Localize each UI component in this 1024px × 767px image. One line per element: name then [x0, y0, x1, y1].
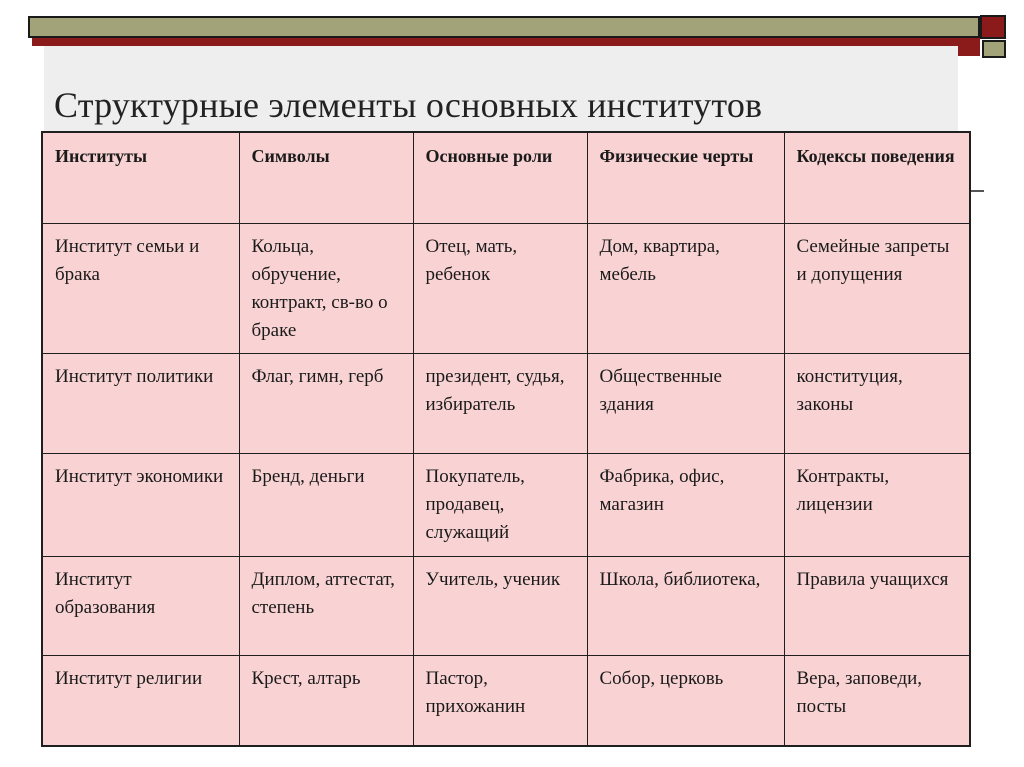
table-row [42, 655, 970, 746]
table-cell: Институт религии [42, 655, 239, 746]
table-cell: Вера, заповеди, посты [784, 655, 970, 746]
header-physical-traits: Физические черты [587, 132, 784, 223]
table-cell: Диплом, аттестат, степень [239, 556, 413, 655]
corner-square-red [980, 15, 1006, 39]
table-cell: Собор, церковь [587, 655, 784, 746]
header-bar [28, 16, 980, 38]
table-row [42, 453, 970, 556]
table-cell: президент, судья, избиратель [413, 353, 587, 453]
table-cell: Учитель, ученик [413, 556, 587, 655]
table-cell: Институт экономики [42, 453, 239, 556]
table-cell: Крест, алтарь [239, 655, 413, 746]
side-divider [970, 190, 984, 192]
table-cell: Отец, мать, ребенок [413, 223, 587, 353]
header-symbols: Символы [239, 132, 413, 223]
table-cell: Кольца, обручение, контракт, св-во о браке [239, 223, 413, 353]
header-main-roles: Основные роли [413, 132, 587, 223]
table-header-row [42, 132, 970, 223]
institutions-table [41, 131, 971, 747]
table-cell: Дом, квартира, мебель [587, 223, 784, 353]
table-cell: Фабрика, офис, магазин [587, 453, 784, 556]
corner-square-olive [982, 40, 1006, 58]
table-cell: Бренд, деньги [239, 453, 413, 556]
table-cell: Институт политики [42, 353, 239, 453]
table-row [42, 353, 970, 453]
table-cell: Институт образования [42, 556, 239, 655]
slide-title: Структурные элементы основных институтов [54, 85, 763, 125]
table-cell: Институт семьи и брака [42, 223, 239, 353]
table-cell: Контракты, лицензии [784, 453, 970, 556]
table-cell: Покупатель, продавец, служащий [413, 453, 587, 556]
table-cell: Общественные здания [587, 353, 784, 453]
header-bar-accent [32, 38, 980, 46]
header-codes-of-conduct: Кодексы поведения [784, 132, 970, 223]
table-row [42, 223, 970, 353]
table-cell: Флаг, гимн, герб [239, 353, 413, 453]
table-cell: конституция, законы [784, 353, 970, 453]
table-cell: Пастор, прихожанин [413, 655, 587, 746]
corner-square-red-small [958, 40, 980, 56]
header-institutions: Институты [42, 132, 239, 223]
table-row [42, 556, 970, 655]
table-cell: Правила учащихся [784, 556, 970, 655]
table-cell: Семейные запреты и допущения [784, 223, 970, 353]
table-cell: Школа, библиотека, [587, 556, 784, 655]
